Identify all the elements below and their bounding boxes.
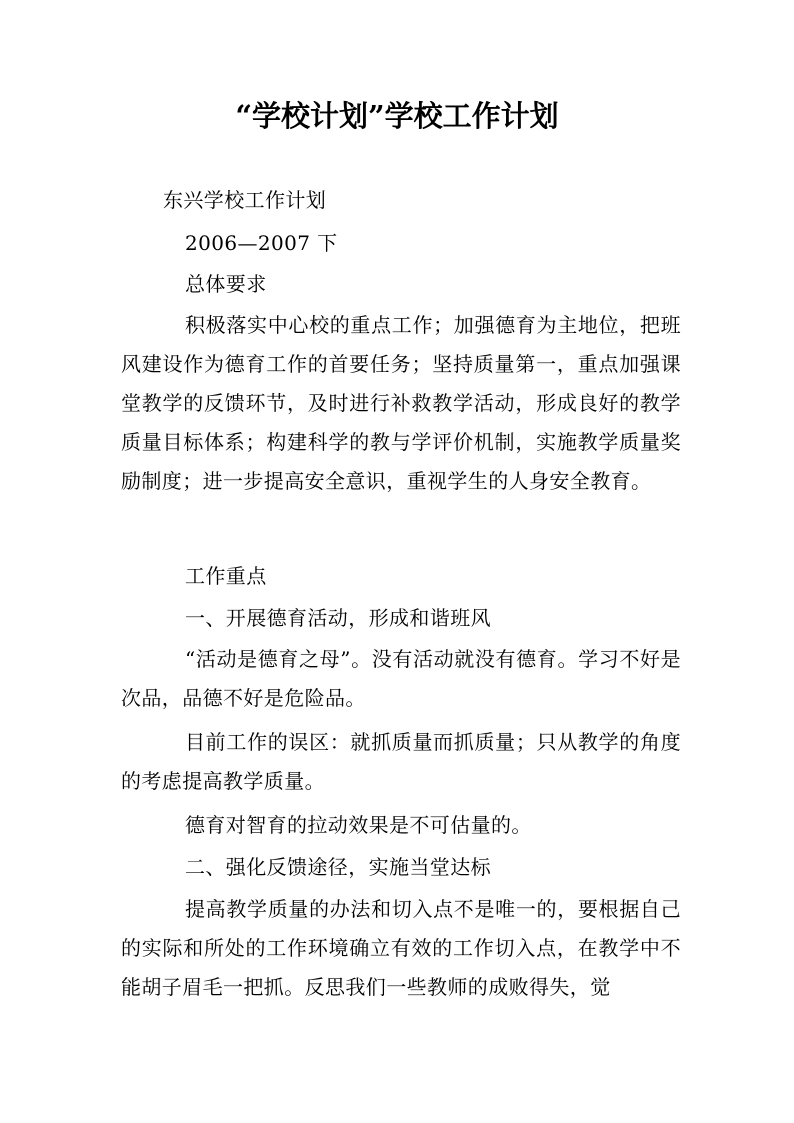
moral-effect-paragraph: 德育对智育的拉动效果是不可估量的。 (185, 813, 532, 837)
overall-requirements-paragraph: 积极落实中心校的重点工作；加强德育为主地位，把班风建设作为德育工作的首要任务；坚持质量第一，重点加强课堂教学的反馈环节，及时进行补救教学活动，形成良好的教学质量目标体系；构建科学的教与学评价机制，实施教学质量奖励制度；进一步提高安全意识，重视学生的人身安全教育。 (121, 313, 681, 493)
term-line: 2006—2007 下 (185, 231, 338, 255)
focus-item-2-heading: 二、强化反馈途径，实施当堂达标 (185, 855, 491, 879)
moral-activity-paragraph: “活动是德育之母”。没有活动就没有德育。学习不好是次品，品德不好是危险品。 (121, 647, 681, 710)
school-plan-heading: 东兴学校工作计划 (163, 188, 327, 212)
focus-item-1-heading: 一、开展德育活动，形成和谐班风 (185, 606, 491, 630)
document-title: “学校计划”学校工作计划 (235, 99, 559, 133)
teaching-quality-paragraph: 提高教学质量的办法和切入点不是唯一的，要根据自己的实际和所处的工作环境确立有效的工作切入点，在教学中不能胡子眉毛一把抓。反思我们一些教师的成败得失，觉 (121, 897, 681, 999)
section-heading-overall: 总体要求 (185, 272, 267, 296)
misconception-paragraph: 目前工作的误区：就抓质量而抓质量；只从教学的角度的考虑提高教学质量。 (121, 730, 681, 793)
section-heading-focus: 工作重点 (185, 564, 267, 588)
